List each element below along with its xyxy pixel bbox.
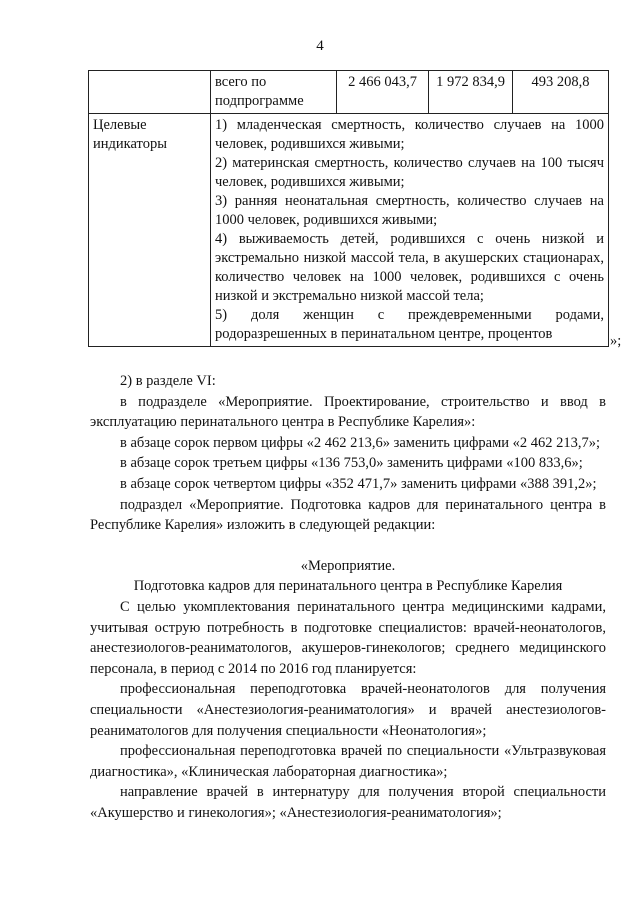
- program-table: [88, 70, 609, 347]
- section-title: «Мероприятие.: [300, 557, 396, 574]
- total-value-1: 2 466 043,7: [337, 71, 429, 114]
- section-paragraph: профессиональная переподготовка врачей по специальности «Ультразвуковая диагностика», «Клиническая лабораторная диагностика»;: [90, 743, 606, 780]
- total-row: [89, 71, 609, 114]
- indicator-item: 4) выживаемость детей, родившихся с очень низкой и экстремально низкой массой тела, в акушерских стационарах, количество человек на 1000 человек, родившихся с очень низкой и экстремально низкой массой тела;: [215, 231, 604, 304]
- indicators-list: [211, 114, 609, 347]
- section-subtitle: Подготовка кадров для перинатального центра в Республике Карелия: [133, 578, 563, 595]
- indicator-item: 5) доля женщин с преждевременными родами, родоразрешенных в перинатальном центре, процентов: [215, 307, 604, 342]
- empty-cell: [89, 71, 211, 114]
- page-number: 4: [316, 38, 324, 54]
- indicator-item: 1) младенческая смертность, количество случаев на 1000 человек, родившихся живыми;: [215, 117, 604, 152]
- document-body: [90, 371, 606, 823]
- indicators-label: Целевые индикаторы: [89, 114, 211, 347]
- body-paragraph: в абзаце сорок первом цифры «2 462 213,6» заменить цифрами «2 462 213,7»;: [120, 434, 601, 451]
- body-paragraph: в абзаце сорок четвертом цифры «352 471,7» заменить цифрами «388 391,2»;: [120, 475, 597, 492]
- body-paragraph: в абзаце сорок третьем цифры «136 753,0» заменить цифрами «100 833,6»;: [120, 455, 583, 472]
- indicators-row: [89, 114, 609, 347]
- section-paragraph: профессиональная переподготовка врачей-неонатологов для получения специальности «Анестезиология-реаниматология» и врачей анестезиологов-реаниматологов для получения специальности «Неонатология»;: [90, 681, 606, 739]
- body-paragraph: подраздел «Мероприятие. Подготовка кадров для перинатального центра в Республике Карелия» изложить в следующей редакции:: [90, 496, 606, 534]
- closing-quote-mark: »;: [610, 333, 622, 349]
- indicator-item: 3) ранняя неонатальная смертность, количество случаев на 1000 человек, родившихся живыми;: [215, 193, 604, 228]
- total-value-2: 1 972 834,9: [429, 71, 513, 114]
- indicator-item: 2) материнская смертность, количество случаев на 100 тысяч человек, родившихся живыми;: [215, 155, 604, 190]
- total-label: всего по подпрограмме: [211, 71, 337, 114]
- section-paragraph: направление врачей в интернатуру для получения второй специальности «Акушерство и гинекология»; «Анестезиология-реаниматология»;: [90, 784, 606, 821]
- section-paragraph: С целью укомплектования перинатального центра медицинскими кадрами, учитывая острую потребность в подготовке специалистов: врачей-неонатологов, анестезиологов-реаниматологов, акушеров-гинекологов; среднего медицинского персонала, в период с 2014 по 2016 год планируется:: [90, 598, 606, 677]
- body-paragraph: 2) в разделе VI:: [120, 373, 216, 389]
- total-value-3: 493 208,8: [513, 71, 609, 114]
- body-paragraph: в подразделе «Мероприятие. Проектирование, строительство и ввод в эксплуатацию перинатального центра в Республике Карелия»:: [90, 393, 606, 431]
